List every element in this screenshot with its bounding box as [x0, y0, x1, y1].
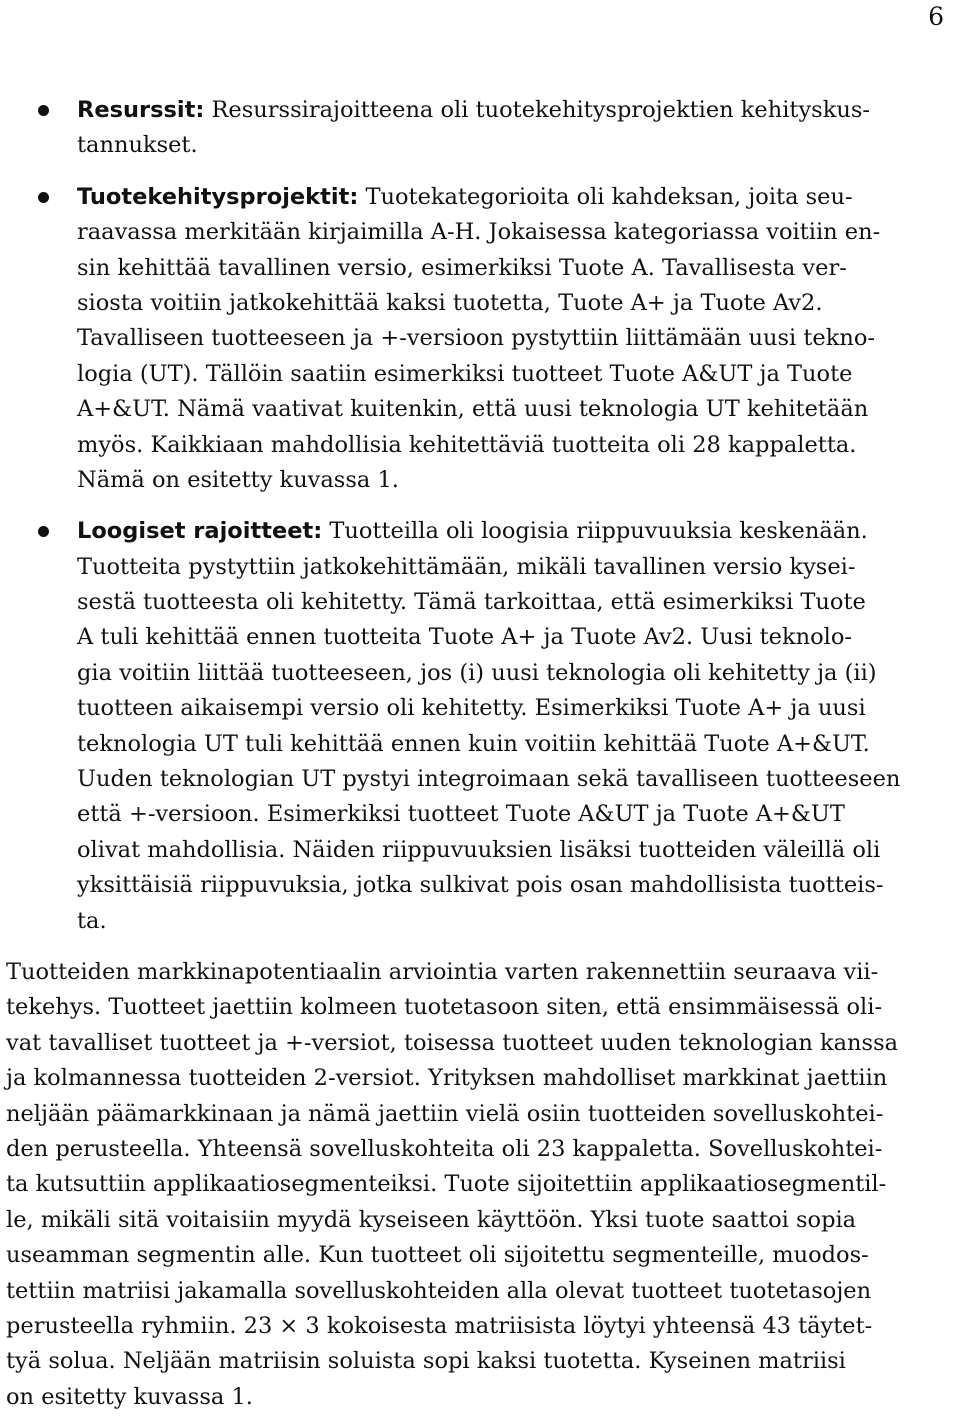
text-line: sin kehittää tavallinen versio, esimerkiksi Tuote A. Tavallisesta ver- — [77, 254, 847, 281]
list-item-projects — [6, 180, 960, 499]
list-item-text: Tuotekategorioita oli kahdeksan, joita seu- — [358, 183, 853, 210]
list-item-first-line — [77, 514, 960, 549]
body-paragraph — [6, 955, 960, 1415]
text-line: ta kutsuttiin applikaatiosegmenteiksi. Tuote sijoitettiin applikaatiosegmentil- — [6, 1171, 887, 1198]
text-line: A tuli kehittää ennen tuotteita Tuote A+ ja Tuote Av2. Uusi teknolo- — [77, 624, 853, 651]
list-item-logical-constraints — [6, 514, 960, 939]
bullet-icon — [38, 192, 49, 203]
text-line: Tuotteita pystyttiin jatkokehittämään, mikäli tavallinen versio kysei- — [77, 553, 856, 580]
text-line: tettiin matriisi jakamalla sovelluskohteiden alla olevat tuotteet tuotetasojen — [6, 1277, 872, 1304]
text-line: myös. Kaikkiaan mahdollisia kehitettäviä tuotteita oli 28 kappaletta. — [77, 431, 857, 458]
text-line: yksittäisiä riippuvuksia, jotka sulkivat pois osan mahdollisista tuotteis- — [77, 872, 884, 899]
text-line: gia voitiin liittää tuotteeseen, jos (i) uusi teknologia oli kehitetty ja (ii) — [77, 659, 877, 686]
text-line: olivat mahdollisia. Näiden riippuvuuksien lisäksi tuotteiden väleillä oli — [77, 836, 881, 863]
list-item-first-line — [77, 93, 960, 128]
text-line: ja kolmannessa tuotteiden 2-versiot. Yrityksen mahdolliset markkinat jaettiin — [6, 1065, 888, 1092]
list-item-text: Tuotteilla oli loogisia riippuvuuksia keskenään. — [322, 518, 868, 545]
text-line: Tavalliseen tuotteeseen ja +-versioon pystyttiin liittämään uusi tekno- — [77, 325, 876, 352]
list-item-first-line — [77, 180, 960, 215]
list-item-term: Loogiset rajoitteet: — [77, 518, 323, 545]
text-line: teknologia UT tuli kehittää ennen kuin voitiin kehittää Tuote A+&UT. — [77, 730, 870, 757]
list-item-resources — [6, 93, 960, 164]
page-content — [6, 93, 960, 1415]
bullet-icon — [38, 105, 49, 116]
list-item-term: Tuotekehitysprojektit: — [77, 183, 359, 210]
text-line: raavassa merkitään kirjaimilla A-H. Jokaisessa kategoriassa voitiin en- — [77, 219, 881, 246]
text-line: sestä tuotteesta oli kehitetty. Tämä tarkoittaa, että esimerkiksi Tuote — [77, 589, 866, 616]
text-line: den perusteella. Yhteensä sovelluskohteita oli 23 kappaletta. Sovelluskohtei- — [6, 1135, 883, 1162]
page-number: 6 — [928, 2, 944, 31]
text-line: perusteella ryhmiin. 23 × 3 kokoisesta matriisista löytyi yhteensä 43 täytet- — [6, 1312, 873, 1339]
text-line: A+&UT. Nämä vaativat kuitenkin, että uusi teknologia UT kehitetään — [77, 396, 869, 423]
text-line: tyä solua. Neljään matriisin soluista sopi kaksi tuotetta. Kyseinen matriisi — [6, 1348, 846, 1375]
text-line: Uuden teknologian UT pystyi integroimaan sekä tavalliseen tuotteeseen — [77, 766, 901, 793]
text-line: neljään päämarkkinaan ja nämä jaettiin vielä osiin tuotteiden sovelluskohtei- — [6, 1100, 884, 1127]
text-line: vat tavalliset tuotteet ja +-versiot, toisessa tuotteet uuden teknologian kanssa — [6, 1029, 899, 1056]
text-line: että +-versioon. Esimerkiksi tuotteet Tuote A&UT ja Tuote A+&UT — [77, 801, 845, 828]
text-line: tannukset. — [77, 132, 198, 159]
text-line: Tuotteiden markkinapotentiaalin arviointia varten rakennettiin seuraava vii- — [6, 958, 879, 985]
list-item-text: Resurssirajoitteena oli tuotekehitysprojektien kehityskus- — [204, 97, 870, 123]
text-line: siosta voitiin jatkokehittää kaksi tuotetta, Tuote A+ ja Tuote Av2. — [77, 289, 823, 316]
text-line: tekehys. Tuotteet jaettiin kolmeen tuotetasoon siten, että ensimmäisessä oli- — [6, 994, 883, 1021]
text-line: Nämä on esitetty kuvassa 1. — [77, 466, 399, 493]
text-line: useamman segmentin alle. Kun tuotteet oli sijoitettu segmenteille, muodos- — [6, 1242, 869, 1269]
list-item-term: Resurssit: — [77, 97, 205, 123]
text-line: on esitetty kuvassa 1. — [6, 1383, 253, 1410]
text-line: le, mikäli sitä voitaisiin myydä kyseiseen käyttöön. Yksi tuote saattoi sopia — [6, 1206, 857, 1233]
text-line: ta. — [77, 907, 107, 934]
text-line: logia (UT). Tällöin saatiin esimerkiksi tuotteet Tuote A&UT ja Tuote — [77, 360, 853, 387]
bullet-icon — [38, 526, 49, 537]
text-line: tuotteen aikaisempi versio oli kehitetty. Esimerkiksi Tuote A+ ja uusi — [77, 695, 866, 722]
